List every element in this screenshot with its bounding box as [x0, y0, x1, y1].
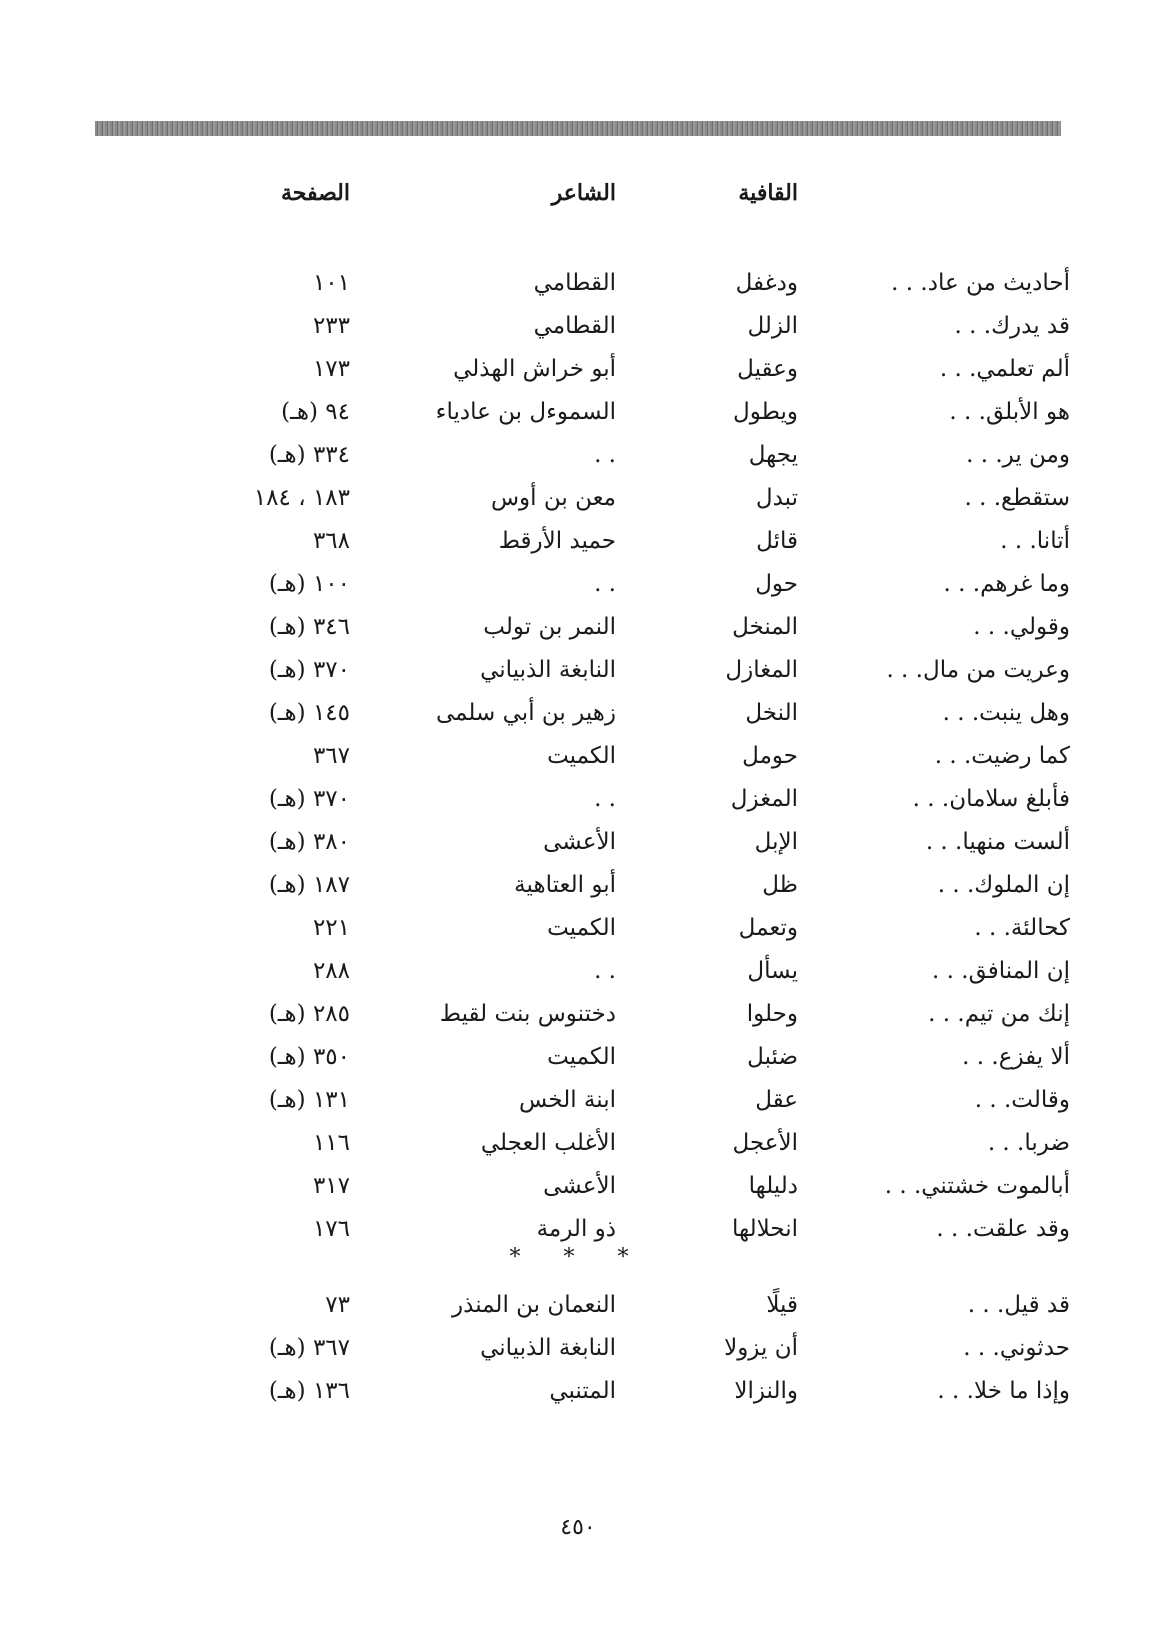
table-row	[0, 1166, 1156, 1206]
verse-cell: أبالموت خشتني. . .	[884, 1173, 1070, 1199]
table-row	[0, 392, 1156, 432]
rhyme-cell: يسأل	[747, 958, 798, 984]
table-row	[0, 693, 1156, 733]
page-cell: ٣٣٤ (هـ)	[268, 442, 350, 468]
rhyme-cell: دليلها	[748, 1173, 798, 1199]
verse-cell: حدثوني. . .	[963, 1335, 1070, 1361]
verse-cell: وقولي. . .	[973, 614, 1070, 640]
poet-cell: الأغلب العجلي	[480, 1130, 616, 1156]
table-row	[0, 951, 1156, 991]
rhyme-cell: قائل	[756, 528, 798, 554]
poet-cell: زهير بن أبي سلمى	[435, 700, 616, 726]
verse-cell: ألا يفزع. . .	[962, 1044, 1070, 1070]
table-row	[0, 435, 1156, 475]
rhyme-cell: انحلالها	[732, 1216, 798, 1242]
page-cell: ٣٨٠ (هـ)	[268, 829, 350, 855]
table-row	[0, 1123, 1156, 1163]
verse-cell: إن الملوك. . .	[937, 872, 1070, 898]
page-cell: ٩٤ (هـ)	[281, 399, 350, 425]
poet-cell: النمر بن تولب	[483, 614, 616, 640]
table-row	[0, 822, 1156, 862]
rhyme-cell: المغازل	[725, 657, 798, 683]
poet-cell: ابنة الخس	[519, 1087, 616, 1113]
rhyme-cell: النخل	[745, 700, 798, 726]
verse-cell: ألست منهيا. . .	[925, 829, 1070, 855]
page-cell: ١٠٠ (هـ)	[268, 571, 350, 597]
table-row	[0, 564, 1156, 604]
poet-cell: دختنوس بنت لقيط	[439, 1001, 616, 1027]
page-cell: ٢٢١	[312, 915, 350, 941]
poet-cell: الكميت	[547, 743, 616, 769]
table-row	[0, 1328, 1156, 1368]
page-cell: ١٧٣	[312, 356, 350, 382]
rhyme-cell: المغزل	[730, 786, 798, 812]
table-row	[0, 1371, 1156, 1411]
verse-cell: إن المنافق. . .	[932, 958, 1070, 984]
rhyme-cell: ضئبل	[747, 1044, 798, 1070]
poet-cell: أبو خراش الهذلي	[453, 356, 616, 382]
verse-cell: كحالئة. . .	[974, 915, 1070, 941]
rhyme-cell: ودغفل	[735, 270, 798, 296]
page-cell: ١٨٧ (هـ)	[268, 872, 350, 898]
page-cell: ١٨٣ ، ١٨٤	[253, 485, 350, 511]
table-row	[0, 607, 1156, 647]
poet-cell: السموءل بن عادياء	[435, 399, 616, 425]
verse-cell: فأبلغ سلامان. . .	[912, 786, 1070, 812]
page-cell: ٣٦٧ (هـ)	[268, 1335, 350, 1361]
table-row	[0, 1037, 1156, 1077]
verse-cell: وعريت من مال. . .	[886, 657, 1070, 683]
poet-cell: أبو العتاهية	[514, 872, 616, 898]
verse-cell: قد قيل. . .	[967, 1292, 1070, 1318]
table-row	[0, 865, 1156, 905]
rhyme-cell: الأعجل	[732, 1130, 798, 1156]
rhyme-cell: عقل	[755, 1087, 798, 1113]
header-rhyme: القافية	[738, 180, 798, 206]
table-header	[0, 173, 1156, 213]
page-cell: ٢٨٥ (هـ)	[268, 1001, 350, 1027]
verse-cell: قد يدرك. . .	[954, 313, 1070, 339]
poet-cell: القطامي	[533, 313, 616, 339]
verse-cell: ضربا. . .	[987, 1130, 1070, 1156]
table-row	[0, 306, 1156, 346]
verse-cell: وقالت. . .	[974, 1087, 1070, 1113]
rhyme-cell: وحلوا	[746, 1001, 798, 1027]
poet-cell: . .	[594, 958, 616, 984]
poet-cell: . .	[594, 442, 616, 468]
section-separator: * * *	[509, 1245, 647, 1270]
page-cell: ١٤٥ (هـ)	[268, 700, 350, 726]
verse-cell: ألم تعلمي. . .	[939, 356, 1070, 382]
table-row	[0, 349, 1156, 389]
page-cell: ٣٦٧	[312, 743, 350, 769]
page-cell: ١٣٦ (هـ)	[268, 1378, 350, 1404]
rhyme-cell: تبدل	[755, 485, 798, 511]
verse-cell: إنك من تيم. . .	[928, 1001, 1070, 1027]
table-row	[0, 521, 1156, 561]
rhyme-cell: حول	[755, 571, 798, 597]
poet-cell: النابغة الذبياني	[480, 657, 616, 683]
table-row	[0, 736, 1156, 776]
page-cell: ٣٦٨	[312, 528, 350, 554]
page-cell: ٣٥٠ (هـ)	[268, 1044, 350, 1070]
page-cell: ٣٤٦ (هـ)	[268, 614, 350, 640]
rhyme-cell: قيلًا	[766, 1292, 798, 1318]
page-cell: ٢٣٣	[312, 313, 350, 339]
table-row	[0, 908, 1156, 948]
page-cell: ١٠١	[312, 270, 350, 296]
page-cell: ١١٦	[312, 1130, 350, 1156]
page-cell: ٣٧٠ (هـ)	[268, 657, 350, 683]
header-poet: الشاعر	[551, 180, 616, 206]
table-row	[0, 263, 1156, 303]
page-cell: ٧٣	[325, 1292, 350, 1318]
verse-cell: أحاديث من عاد. . .	[891, 270, 1070, 296]
verse-cell: هو الأبلق. . .	[949, 399, 1070, 425]
poet-cell: الأعشى	[543, 829, 616, 855]
table-row	[0, 1080, 1156, 1120]
table-row	[0, 1285, 1156, 1325]
rhyme-cell: الإبل	[754, 829, 798, 855]
table-row	[0, 779, 1156, 819]
page-cell: ١٣١ (هـ)	[268, 1087, 350, 1113]
verse-cell: كما رضيت. . .	[934, 743, 1070, 769]
poet-cell: الكميت	[547, 1044, 616, 1070]
table-row	[0, 994, 1156, 1034]
poet-cell: ذو الرمة	[536, 1216, 616, 1242]
rhyme-cell: وعقيل	[737, 356, 798, 382]
page-number: ٤٥٠	[560, 1515, 596, 1540]
rhyme-cell: حومل	[742, 743, 798, 769]
poet-cell: الأعشى	[543, 1173, 616, 1199]
poet-cell: . .	[594, 786, 616, 812]
rhyme-cell: وتعمل	[738, 915, 798, 941]
rhyme-cell: الزلل	[747, 313, 798, 339]
verse-cell: وما غرهم. . .	[943, 571, 1070, 597]
page-cell: ٣٧٠ (هـ)	[268, 786, 350, 812]
poet-cell: القطامي	[533, 270, 616, 296]
page-cell: ١٧٦	[312, 1216, 350, 1242]
rhyme-cell: والنزالا	[734, 1378, 798, 1404]
verse-cell: وقد علقت. . .	[936, 1216, 1070, 1242]
poet-cell: النعمان بن المنذر	[452, 1292, 616, 1318]
verse-cell: ومن ير. . .	[966, 442, 1070, 468]
poet-cell: . .	[594, 571, 616, 597]
rhyme-cell: يجهل	[748, 442, 798, 468]
page-cell: ٢٨٨	[312, 958, 350, 984]
rhyme-cell: أن يزولا	[724, 1335, 798, 1361]
rhyme-cell: ويطول	[733, 399, 798, 425]
table-row	[0, 1209, 1156, 1249]
poet-cell: حميد الأرقط	[498, 528, 616, 554]
header-page: الصفحة	[280, 180, 350, 206]
page-cell: ٣١٧	[312, 1173, 350, 1199]
table-row	[0, 650, 1156, 690]
verse-cell: ستقطع. . .	[964, 485, 1070, 511]
verse-cell: أتانا. . .	[1000, 528, 1070, 554]
verse-cell: وإذا ما خلا. . .	[937, 1378, 1070, 1404]
poet-cell: المتنبي	[549, 1378, 616, 1404]
rhyme-cell: المنخل	[732, 614, 798, 640]
poet-cell: النابغة الذبياني	[480, 1335, 616, 1361]
rhyme-cell: ظل	[762, 872, 798, 898]
poet-cell: الكميت	[547, 915, 616, 941]
table-row	[0, 478, 1156, 518]
poet-cell: معن بن أوس	[490, 485, 616, 511]
verse-cell: وهل ينبت. . .	[942, 700, 1070, 726]
